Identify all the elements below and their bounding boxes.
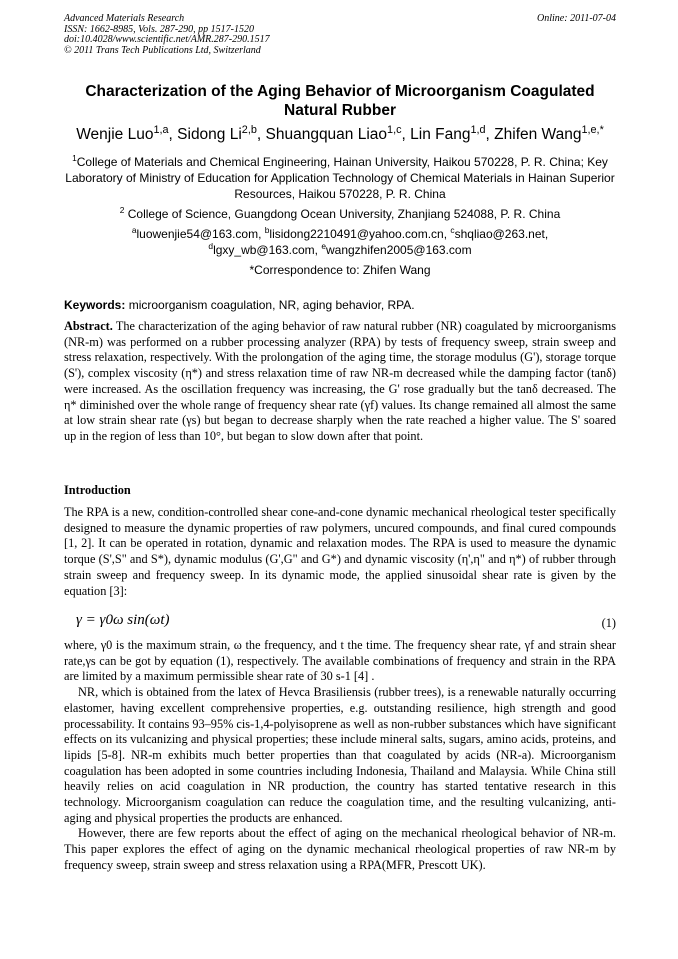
email-link[interactable]: $^b$lisidong2210491@yahoo.com.cn,: [264, 225, 448, 241]
paragraph: NR, which is obtained from the latex of Hevca Brasiliensis (rubber trees), is a renewable naturally occurring elastomer, having excellent comprehensive properties, e.g. outstanding resilience, high strength and good processability. It contains 93–95% cis-1,4-polyisoprene as well as non-rubber substances which have significant effects on its vulcanizing and physical properties; these include mineral salts, sugars, amino acids, proteins, and lipids [5-8]. NR-m exhibits much better properties than that coagulated by acids (NR-a). Microorganism coagulation has been adopted in some countries including Indonesia, Thailand and Malaysia. While China still heavily relies on acid coagulation in NR production, the country has started tentative research in this technology. Microorganism coagulation can reduce the coagulation time, and the resulting vulcanizing, anti-aging and physical properties the products are enhanced.: [64, 685, 616, 825]
email-link[interactable]: $^a$luowenjie54@163.com,: [131, 225, 262, 241]
body-text: [64, 638, 616, 874]
author-list: [40, 123, 640, 144]
email-link[interactable]: $^c$shqliao@263.net,: [450, 225, 549, 241]
equation-number: (1): [601, 616, 616, 630]
journal-name: Advanced Materials Research: [64, 13, 185, 24]
online-date: Online: 2011-07-04: [537, 13, 616, 24]
email-link[interactable]: $^d$lgxy_wb@163.com,: [208, 241, 318, 257]
abstract: [64, 319, 616, 445]
affiliation-1: $^1$College of Materials and Chemical Engineering, Hainan University, Haikou 570228, P. R. China; Key Laboratory of Ministry of Education for Application Technology of Chemical Materials in Hainan Superior Resources, Haikou 570228, P. R. China: [65, 153, 615, 201]
equation: [76, 612, 616, 634]
paragraph: where, γ0 is the maximum strain, ω the frequency, and t the time. The frequency shear rate, γf and strain shear rate,γs can be got by equation (1), respectively. The available combinations of frequency and strain in the RPA are limited by a maximum permissible shear rate of 30 s-1 [4] .: [64, 638, 616, 684]
abstract-label: Abstract.: [64, 319, 113, 333]
issn-line: ISSN: 1662-8985, Vols. 287-290, pp 1517-1520: [64, 23, 254, 35]
abstract-text: The characterization of the aging behavior of raw natural rubber (NR) coagulated by microorganisms (NR-m) was performed on a rubber processing analyzer (RPA) by tests of frequency sweep, strain sweep and stress relaxation, respectively. With the prolongation of the aging time, the storage modulus (G'), storage torque (S'), complex viscosity (η*) and stress relaxation time of raw NR-m decreased while the damping factor (tanδ) were increased. As the oscillation frequency was increasing, the G' rose gradually but the tanδ decreased. The η* diminished over the whole range of frequency shear rate (γf) values. Its change remained all almost the same at low strain shear rate (γs) but began to decrease sharply when the rate reached a higher value. The S' soared up in the region of less than 10°, but began to slow down after that point.: [64, 319, 616, 443]
equation-formula: γ = γ0ω sin(ωt): [76, 612, 170, 628]
author: Sidong Li$^{2,b}$,: [177, 123, 266, 143]
author: Shuangquan Liao$^{1,c}$,: [265, 123, 411, 143]
author: Wenjie Luo$^{1,a}$,: [76, 123, 178, 143]
doi-line: doi:10.4028/www.scientific.net/AMR.287-290.1517: [64, 34, 270, 46]
email-link[interactable]: $^e$wangzhifen2005@163.com: [321, 241, 472, 257]
section-heading: Introduction: [64, 483, 131, 497]
author: Zhifen Wang$^{1,e,*}$: [494, 123, 604, 143]
email-list: [110, 226, 570, 258]
keywords: Keywords: microorganism coagulation, NR, aging behavior, RPA.: [64, 298, 415, 312]
copyright-line: © 2011 Trans Tech Publications Ltd, Switzerland: [64, 44, 261, 56]
running-header: [64, 14, 616, 56]
affiliation-2: $^2$ College of Science, Guangdong Ocean University, Zhanjiang 524088, P. R. China: [119, 205, 561, 221]
paragraph: However, there are few reports about the effect of aging on the mechanical rheological behavior of NR-m. This paper explores the effect of aging on the dynamic mechanical rheological properties of raw NR-m by frequency sweep, strain sweep and stress relaxation using a RPA(MFR, Prescott UK).: [64, 826, 616, 872]
author: Lin Fang$^{1,d}$,: [410, 123, 495, 143]
correspondence-note: *Correspondence to: Zhifen Wang: [249, 263, 431, 277]
paragraph: The RPA is a new, condition-controlled shear cone-and-cone dynamic mechanical rheological tester specifically designed to measure the dynamic properties of raw polymers, uncured compounds, and final cured compounds [1, 2]. It can be operated in rotation, dynamic and relaxation modes. The RPA is used to measure the dynamic torque (S',S" and S*), dynamic modulus (G',G" and G*) and dynamic viscosity (η',η" and η*) of rubber through strain sweep and frequency sweep. In its dynamic mode, the applied sinusoidal shear rate is given by the equation [3]:: [64, 505, 616, 598]
paper-title: Characterization of the Aging Behavior of Microorganism Coagulated Natural Rubber: [85, 83, 595, 119]
